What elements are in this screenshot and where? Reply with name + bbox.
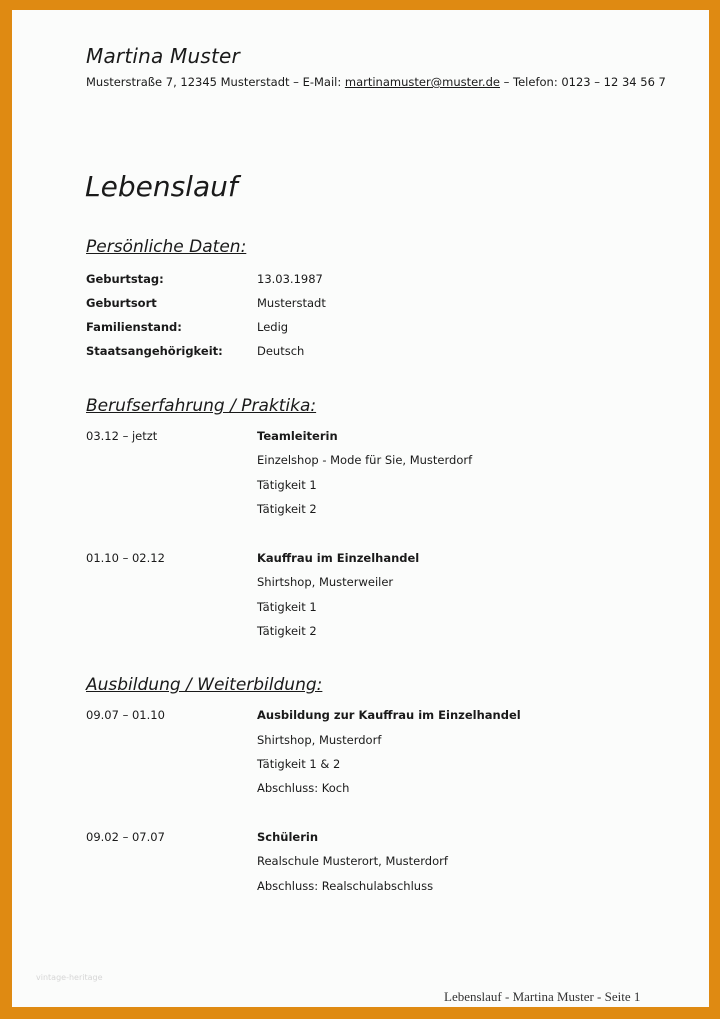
personal-value: Deutsch xyxy=(257,344,305,358)
education-period: 09.02 – 07.07 xyxy=(86,830,165,844)
personal-value: Ledig xyxy=(257,320,289,334)
section-experience-heading: Berufserfahrung / Praktika: xyxy=(86,396,317,416)
experience-period: 01.10 – 02.12 xyxy=(86,551,165,565)
contact-line xyxy=(86,75,666,89)
contact-phone: – Telefon: 0123 – 12 34 56 7 xyxy=(499,75,666,89)
section-personal-heading: Persönliche Daten: xyxy=(86,237,247,257)
section-education-heading: Ausbildung / Weiterbildung: xyxy=(86,675,323,695)
education-role: Ausbildung zur Kauffrau im Einzelhandel xyxy=(257,708,521,722)
experience-detail: Shirtshop, Musterweiler xyxy=(257,575,394,589)
applicant-name: Martina Muster xyxy=(86,44,240,68)
education-detail: Realschule Musterort, Musterdorf xyxy=(257,854,448,868)
cv-page xyxy=(12,10,709,1007)
education-period: 09.07 – 01.10 xyxy=(86,708,165,722)
personal-label: Staatsangehörigkeit: xyxy=(86,344,223,358)
page-footer: Lebenslauf - Martina Muster - Seite 1 xyxy=(444,989,641,1004)
experience-role: Kauffrau im Einzelhandel xyxy=(257,551,420,565)
experience-detail: Tätigkeit 1 xyxy=(257,600,317,614)
education-role: Schülerin xyxy=(257,830,319,844)
education-detail: Tätigkeit 1 & 2 xyxy=(257,757,341,771)
experience-detail: Tätigkeit 1 xyxy=(257,478,317,492)
personal-value: 13.03.1987 xyxy=(257,272,323,286)
email-link[interactable]: martinamuster@muster.de xyxy=(344,75,500,89)
personal-label: Familienstand: xyxy=(86,320,182,334)
experience-detail: Einzelshop - Mode für Sie, Musterdorf xyxy=(257,453,473,467)
personal-value: Musterstadt xyxy=(257,296,326,310)
education-detail: Abschluss: Koch xyxy=(257,781,350,795)
personal-label: Geburtstag: xyxy=(86,272,164,286)
education-detail: Abschluss: Realschulabschluss xyxy=(257,879,434,893)
education-detail: Shirtshop, Musterdorf xyxy=(257,733,382,747)
experience-detail: Tätigkeit 2 xyxy=(257,624,317,638)
experience-role: Teamleiterin xyxy=(257,429,338,443)
personal-label: Geburtsort xyxy=(86,296,157,310)
document-title: Lebenslauf xyxy=(85,170,238,203)
contact-address: Musterstraße 7, 12345 Musterstadt – E-Mail: xyxy=(86,75,345,89)
experience-detail: Tätigkeit 2 xyxy=(257,502,317,516)
watermark: vintage-heritage xyxy=(36,973,103,982)
experience-period: 03.12 – jetzt xyxy=(86,429,158,443)
